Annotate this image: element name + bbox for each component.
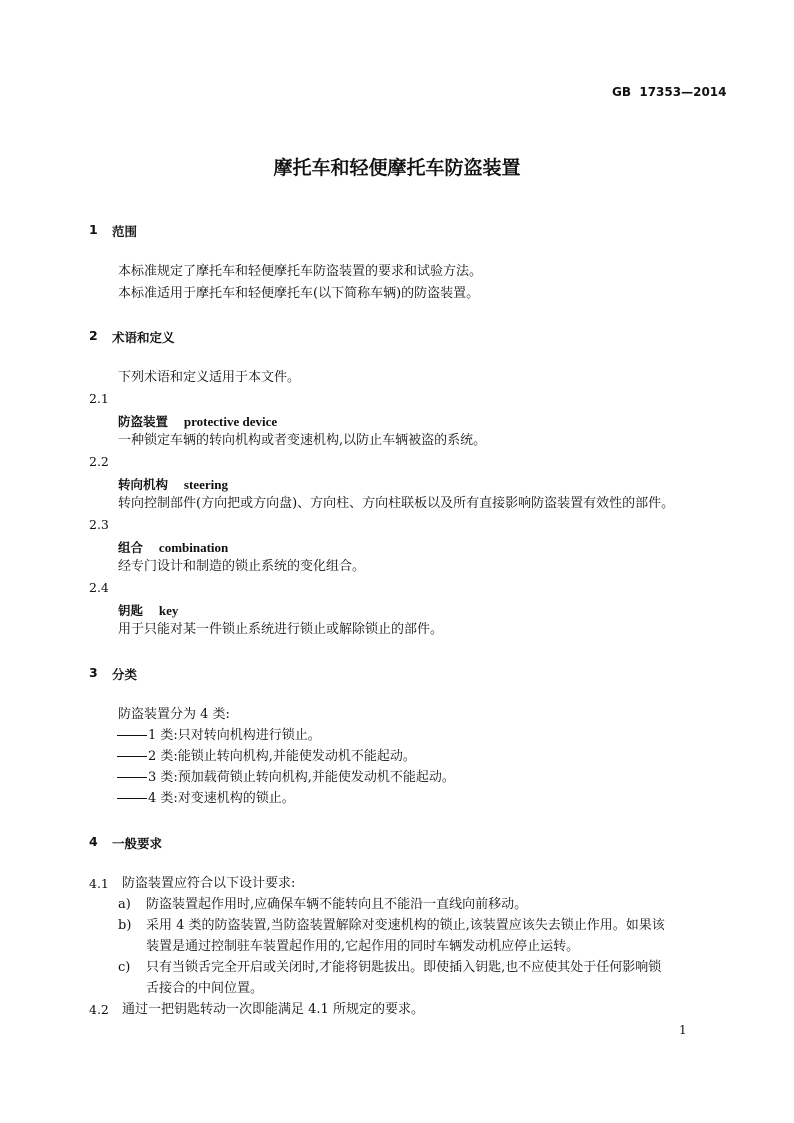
em-dash bbox=[117, 798, 147, 799]
term-2-3-zh: 组合 bbox=[118, 540, 144, 555]
standard-number: 17353—2014 bbox=[639, 85, 727, 99]
term-2-4-definition: 用于只能对某一件锁止系统进行锁止或解除锁止的部件。 bbox=[118, 622, 444, 637]
section-3-number: 3 bbox=[89, 665, 98, 680]
item-a-label: a) bbox=[118, 897, 131, 912]
term-2-3-definition: 经专门设计和制造的锁止系统的变化组合。 bbox=[118, 559, 366, 574]
em-dash bbox=[117, 777, 147, 778]
item-b-line-2: 装置是通过控制驻车装置起作用的,它起作用的同时车辆发动机应停止运转。 bbox=[146, 939, 580, 954]
term-2-3-number: 2.3 bbox=[89, 517, 109, 532]
term-2-2-definition: 转向控制部件(方向把或方向盘)、方向柱、方向柱联板以及所有直接影响防盗装置有效性的部件。 bbox=[118, 496, 675, 511]
clause-4-2-number: 4.2 bbox=[89, 1002, 109, 1017]
item-c-line-2: 舌接合的中间位置。 bbox=[146, 981, 264, 996]
standard-prefix: GB bbox=[612, 85, 631, 99]
clause-4-2-text: 通过一把钥匙转动一次即能满足 4.1 所规定的要求。 bbox=[122, 1002, 424, 1017]
term-2-2-number: 2.2 bbox=[89, 454, 109, 469]
section-1-number: 1 bbox=[89, 222, 98, 237]
clause-4-1-number: 4.1 bbox=[89, 876, 109, 891]
class-item bbox=[117, 770, 455, 786]
item-b-line-1: 采用 4 类的防盗装置,当防盗装置解除对变速机构的锁止,该装置应该失去锁止作用。如果该 bbox=[146, 918, 665, 933]
term-2-4-en: key bbox=[158, 603, 179, 618]
section-4-title: 一般要求 bbox=[112, 836, 163, 851]
class-item-text: 3 类:预加载荷锁止转向机构,并能使发动机不能起动。 bbox=[148, 770, 455, 785]
page-number: 1 bbox=[679, 1023, 687, 1037]
section-3-intro: 防盗装置分为 4 类: bbox=[118, 707, 230, 722]
section-2-title: 术语和定义 bbox=[112, 330, 175, 345]
term-2-3-heading bbox=[118, 538, 228, 556]
term-2-4-zh: 钥匙 bbox=[118, 603, 144, 618]
item-c-line-1: 只有当锁舌完全开启或关闭时,才能将钥匙拔出。即使插入钥匙,也不应使其处于任何影响锁 bbox=[146, 960, 662, 975]
section-2-number: 2 bbox=[89, 328, 98, 343]
class-item-text: 4 类:对变速机构的锁止。 bbox=[148, 791, 295, 806]
term-2-2-zh: 转向机构 bbox=[118, 477, 169, 492]
term-2-1-definition: 一种锁定车辆的转向机构或者变速机构,以防止车辆被盗的系统。 bbox=[118, 433, 487, 448]
section-3-title: 分类 bbox=[112, 667, 138, 682]
section-2-intro: 下列术语和定义适用于本文件。 bbox=[118, 370, 301, 385]
class-item bbox=[117, 791, 295, 807]
section-4-number: 4 bbox=[89, 834, 98, 849]
term-2-4-number: 2.4 bbox=[89, 580, 109, 595]
class-item bbox=[117, 749, 416, 765]
class-item-text: 2 类:能锁止转向机构,并能使发动机不能起动。 bbox=[148, 749, 416, 764]
term-2-4-heading bbox=[118, 601, 178, 619]
section-1-paragraph-1: 本标准规定了摩托车和轻便摩托车防盗装置的要求和试验方法。 bbox=[118, 264, 483, 279]
section-1-paragraph-2: 本标准适用于摩托车和轻便摩托车(以下简称车辆)的防盗装置。 bbox=[118, 286, 480, 301]
term-2-3-en: combination bbox=[158, 540, 229, 555]
item-c-label: c) bbox=[118, 960, 131, 975]
term-2-1-en: protective device bbox=[183, 414, 278, 429]
term-2-2-en: steering bbox=[183, 477, 228, 492]
standard-code bbox=[612, 85, 727, 99]
term-2-1-heading bbox=[118, 412, 277, 430]
item-b-label: b) bbox=[118, 918, 132, 933]
em-dash bbox=[117, 735, 147, 736]
item-a-line-1: 防盗装置起作用时,应确保车辆不能转向且不能沿一直线向前移动。 bbox=[146, 897, 528, 912]
term-2-1-number: 2.1 bbox=[89, 391, 109, 406]
section-1-title: 范围 bbox=[112, 224, 138, 239]
term-2-1-zh: 防盗装置 bbox=[118, 414, 169, 429]
class-item bbox=[117, 728, 321, 744]
document-title: 摩托车和轻便摩托车防盗装置 bbox=[273, 157, 521, 179]
em-dash bbox=[117, 756, 147, 757]
term-2-2-heading bbox=[118, 475, 228, 493]
clause-4-1-text: 防盗装置应符合以下设计要求: bbox=[122, 876, 296, 891]
class-item-text: 1 类:只对转向机构进行锁止。 bbox=[148, 728, 321, 743]
